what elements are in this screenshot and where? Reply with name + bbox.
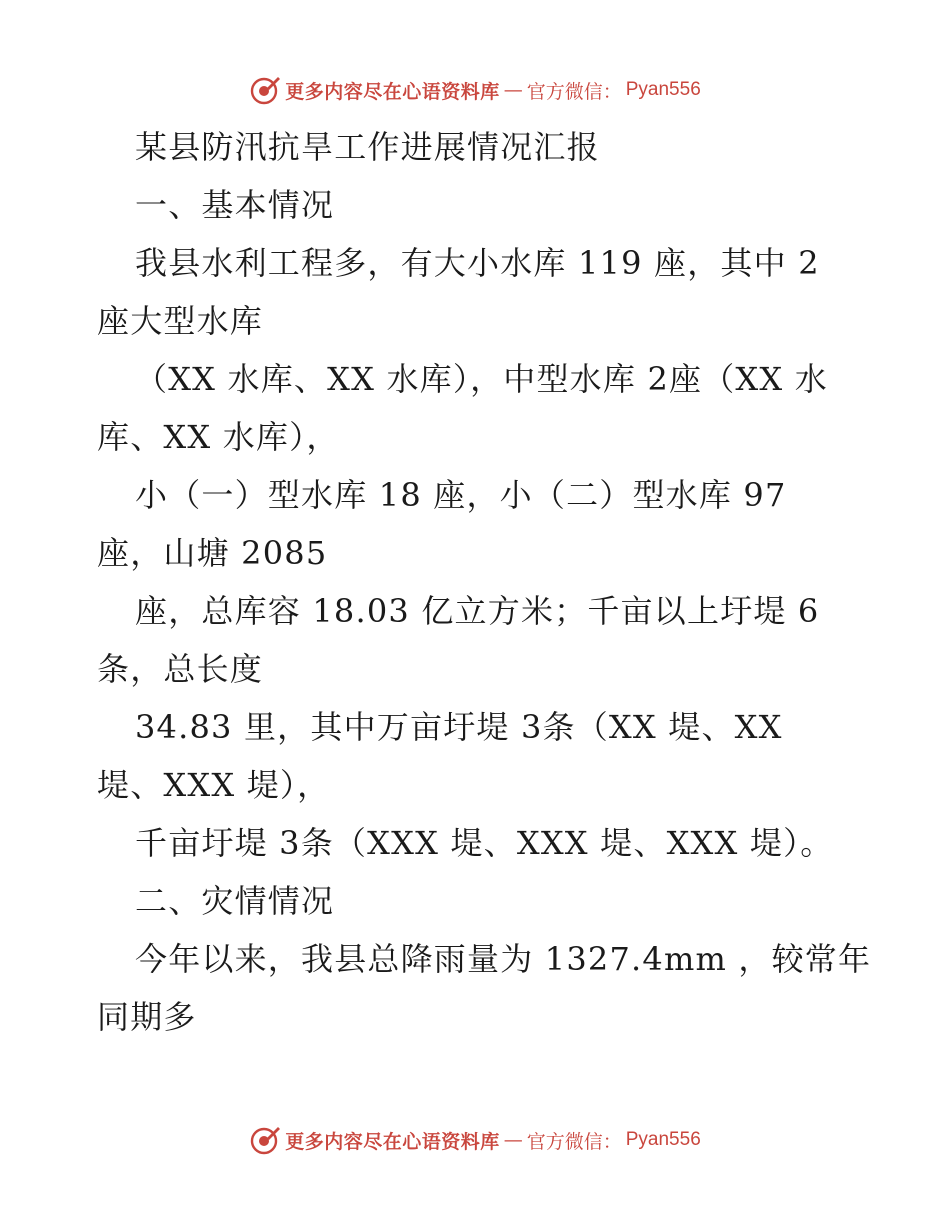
watermark-separator: — — [503, 1129, 523, 1151]
watermark-sub-text: 官方微信： — [526, 80, 622, 103]
watermark-sub-text: 官方微信： — [526, 1130, 622, 1153]
watermark-main-text: 更多内容尽在心语资料库 — [285, 1130, 500, 1153]
watermark-main-text: 更多内容尽在心语资料库 — [285, 80, 500, 103]
paragraph-line: 库、XX 水库）， — [97, 418, 340, 456]
paragraph-line: 小（一）型水库 18 座，小（二）型水库 97 — [135, 476, 787, 514]
section-heading: 二、灾情情况 — [135, 882, 335, 920]
paragraph-line: 条，总长度 — [97, 650, 264, 688]
paragraph-line: 我县水利工程多，有大小水库 119 座，其中 2 — [135, 244, 820, 282]
paragraph-line: 千亩圩堤 3条（XXX 堤、XXX 堤、XXX 堤）。 — [135, 824, 834, 862]
quill-seal-icon — [249, 1124, 281, 1156]
watermark-header — [0, 70, 950, 110]
paragraph-line: 同期多 — [97, 998, 197, 1036]
watermark-id: Pyan556 — [625, 79, 701, 100]
paragraph-line: 堤、XXX 堤）， — [97, 766, 331, 804]
paragraph-line: 座，总库容 18.03 亿立方米；千亩以上圩堤 6 — [135, 592, 820, 630]
watermark-footer — [0, 1120, 950, 1160]
document-title: 某县防汛抗旱工作进展情况汇报 — [135, 128, 600, 166]
paragraph-line: 座大型水库 — [97, 302, 264, 340]
watermark-id: Pyan556 — [625, 1129, 701, 1150]
document-body — [97, 118, 872, 1046]
paragraph-line: 座，山塘 2085 — [97, 534, 328, 572]
quill-seal-icon — [249, 74, 281, 106]
paragraph-line: 34.83 里，其中万亩圩堤 3条（XX 堤、XX — [135, 708, 783, 746]
section-heading: 一、基本情况 — [135, 186, 335, 224]
paragraph-line: （XX 水库、XX 水库），中型水库 2座（XX 水 — [135, 360, 828, 398]
watermark-separator: — — [503, 79, 523, 101]
paragraph-line: 今年以来，我县总降雨量为 1327.4mm ，较常年 — [135, 940, 872, 978]
